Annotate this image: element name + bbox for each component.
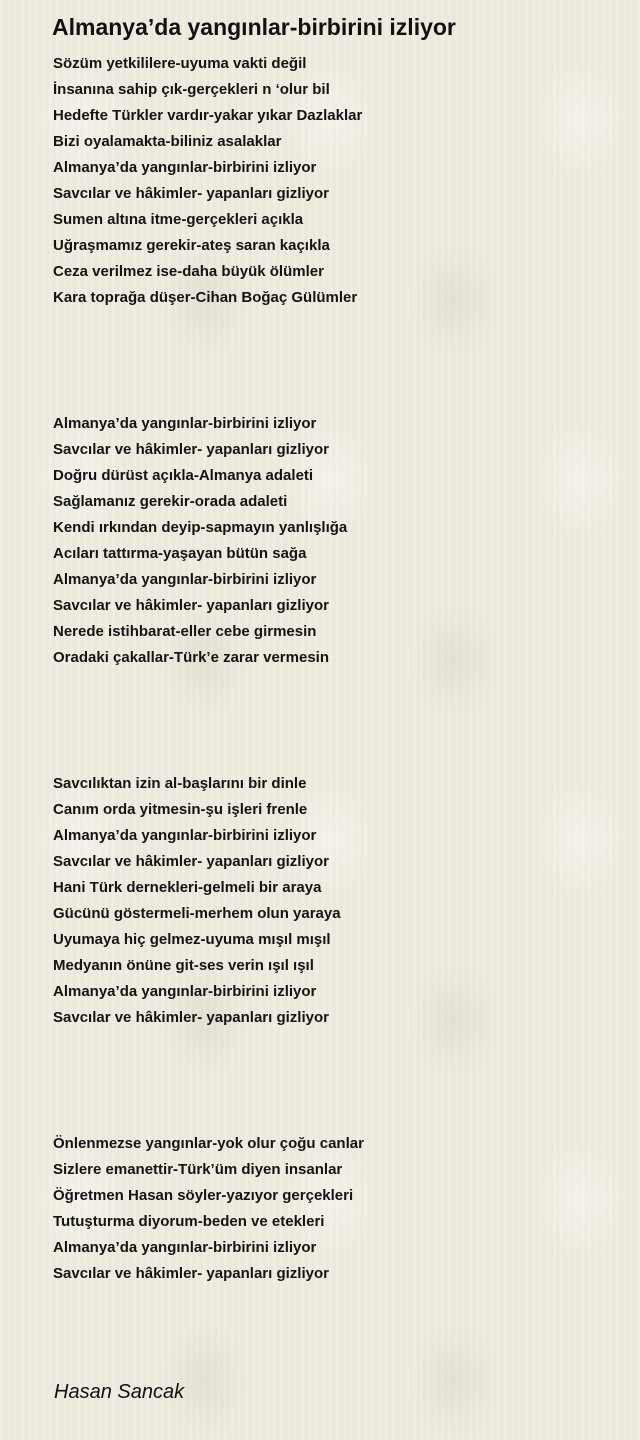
poem-line: Sağlamanız gerekir-orada adaleti xyxy=(53,493,288,510)
poem-line: Nerede istihbarat-eller cebe girmesin xyxy=(53,623,317,640)
poem-line: Ceza verilmez ise-daha büyük ölümler xyxy=(53,263,324,280)
poem-line: Canım orda yitmesin-şu işleri frenle xyxy=(53,801,308,818)
poem-line: Savcılar ve hâkimler- yapanları gizliyor xyxy=(53,853,329,870)
poem-line: Almanya’da yangınlar-birbirini izliyor xyxy=(53,983,317,1000)
poem-line: Medyanın önüne git-ses verin ışıl ışıl xyxy=(53,957,314,974)
poem-line: Önlenmezse yangınlar-yok olur çoğu canlar xyxy=(53,1135,364,1152)
poem-line: Uyumaya hiç gelmez-uyuma mışıl mışıl xyxy=(53,931,331,948)
poem-line: Savcılar ve hâkimler- yapanları gizliyor xyxy=(53,441,329,458)
poem-line: Acıları tattırma-yaşayan bütün sağa xyxy=(53,545,307,562)
poem-line: Sumen altına itme-gerçekleri açıkla xyxy=(53,211,304,228)
poem-line: Almanya’da yangınlar-birbirini izliyor xyxy=(53,1239,317,1256)
poem-line: Doğru dürüst açıkla-Almanya adaleti xyxy=(53,467,314,484)
poem-line: Sizlere emanettir-Türk’üm diyen insanlar xyxy=(53,1161,343,1178)
poem-line: Hani Türk dernekleri-gelmeli bir araya xyxy=(53,879,322,896)
poem-line: Savcılar ve hâkimler- yapanları gizliyor xyxy=(53,597,329,614)
poem-line: Uğraşmamız gerekir-ateş saran kaçıkla xyxy=(53,237,330,254)
poem-line: Tutuşturma diyorum-beden ve etekleri xyxy=(53,1213,325,1230)
poem-line: Almanya’da yangınlar-birbirini izliyor xyxy=(53,159,317,176)
poem-line: Savcılar ve hâkimler- yapanları gizliyor xyxy=(53,1009,329,1026)
poem-line: Bizi oyalamakta-biliniz asalaklar xyxy=(53,133,282,150)
poem-line: Öğretmen Hasan söyler-yazıyor gerçekleri xyxy=(53,1187,354,1204)
poem-line: Savcılıktan izin al-başlarını bir dinle xyxy=(53,775,307,792)
poem-line: Almanya’da yangınlar-birbirini izliyor xyxy=(53,415,317,432)
poem-line: İnsanına sahip çık-gerçekleri n ‘olur bil xyxy=(53,81,330,98)
poem-line: Sözüm yetkililere-uyuma vakti değil xyxy=(53,55,307,72)
poem-line: Hedefte Türkler vardır-yakar yıkar Dazlaklar xyxy=(53,107,363,124)
poem-line: Savcılar ve hâkimler- yapanları gizliyor xyxy=(53,1265,329,1282)
poem-line: Kara toprağa düşer-Cihan Boğaç Gülümler xyxy=(53,289,358,306)
poem-line: Gücünü göstermeli-merhem olun yaraya xyxy=(53,905,341,922)
poem-line: Oradaki çakallar-Türk’e zarar vermesin xyxy=(53,649,329,666)
poem-line: Almanya’da yangınlar-birbirini izliyor xyxy=(53,571,317,588)
stanza-4 xyxy=(53,1131,364,1287)
author-name: Hasan Sancak xyxy=(54,1381,185,1403)
poem-line: Kendi ırkından deyip-sapmayın yanlışlığa xyxy=(53,519,348,536)
stanza-3 xyxy=(53,771,341,1031)
stanza-2 xyxy=(53,411,347,671)
stanza-1 xyxy=(53,51,362,311)
poem-line: Almanya’da yangınlar-birbirini izliyor xyxy=(53,827,317,844)
poem-title: Almanya’da yangınlar-birbirini izliyor xyxy=(52,14,456,40)
poem-line: Savcılar ve hâkimler- yapanları gizliyor xyxy=(53,185,329,202)
